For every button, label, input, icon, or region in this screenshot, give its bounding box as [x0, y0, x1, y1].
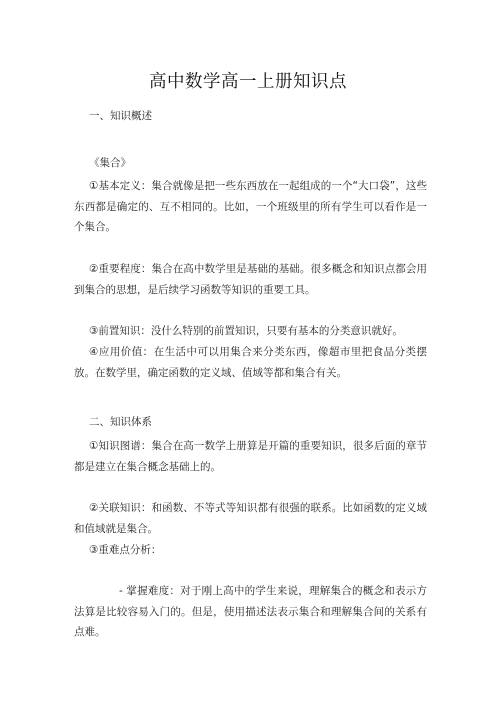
paragraph-definition: ①基本定义：集合就像是把一些东西放在一起组成的一个“大口袋”，这些东西都是确定的、互不相同的。比如，一个班级里的所有学生可以看作是一个集合。 — [74, 180, 427, 234]
topic-title: 《集合》 — [89, 157, 131, 169]
paragraph-related-knowledge: ②关联知识：和函数、不等式等知识都有很强的联系。比如函数的定义域和值域就是集合。 — [74, 502, 427, 535]
paragraph-importance: ②重要程度：集合在高中数学里是基础的基础。很多概念和知识点都会用到集合的思想，是后续学习函数等知识的重要工具。 — [74, 263, 427, 296]
document-title: 高中数学高一上册知识点 — [149, 72, 347, 92]
paragraph-prerequisite: ③前置知识：没什么特别的前置知识，只要有基本的分类意识就好。 — [89, 325, 403, 337]
paragraph-mastery-difficulty: - 掌握难度：对于刚上高中的学生来说，理解集合的概念和表示方法算是比较容易入门的。但是，使用描述法表示集合和理解集合间的关系有点难。 — [74, 585, 427, 639]
section-heading-overview: 一、知识概述 — [89, 110, 152, 122]
paragraph-knowledge-map: ①知识图谱：集合在高一数学上册算是开篇的重要知识，很多后面的章节都是建立在集合概念基础上的。 — [74, 440, 427, 473]
paragraph-application: ④应用价值：在生活中可以用集合来分类东西，像超市里把食品分类摆放。在数学里，确定函数的定义域、值域等都和集合有关。 — [74, 346, 427, 379]
paragraph-difficulty-analysis: ③重难点分析： — [89, 544, 162, 556]
section-heading-system: 二、知识体系 — [89, 416, 152, 428]
